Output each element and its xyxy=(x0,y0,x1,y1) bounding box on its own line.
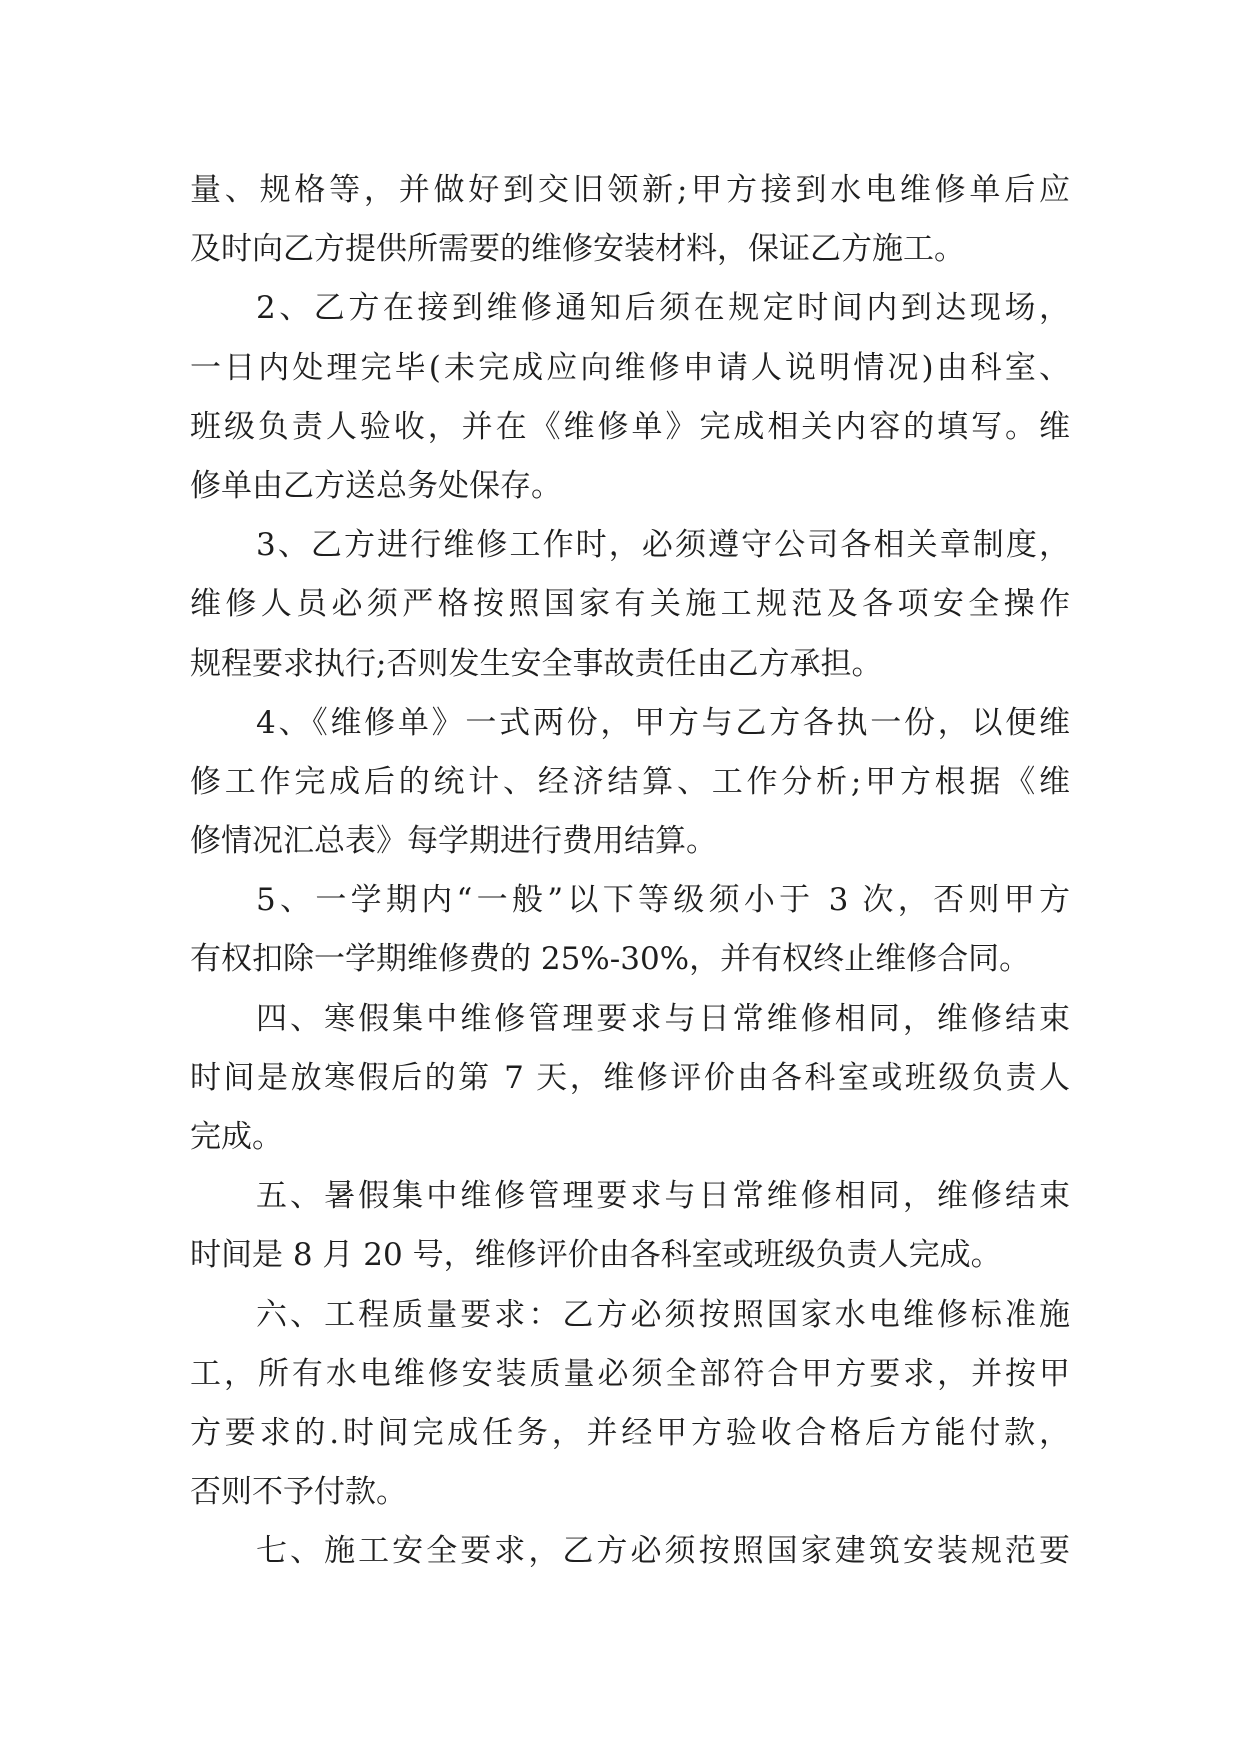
text-line: 工，所有水电维修安装质量必须全部符合甲方要求，并按甲 xyxy=(190,1355,1070,1392)
text-line: 量、规格等，并做好到交旧领新;甲方接到水电维修单后应 xyxy=(190,172,1070,208)
text-line: 班级负责人验收，并在《维修单》完成相关内容的填写。维 xyxy=(190,408,1070,445)
text-line: 3、乙方进行维修工作时，必须遵守公司各相关章制度， xyxy=(256,527,1070,564)
text-line: 完成。 xyxy=(190,1119,283,1155)
text-line: 4、《维修单》一式两份，甲方与乙方各执一份，以便维 xyxy=(256,704,1070,741)
text-line: 及时向乙方提供所需要的维修安装材料，保证乙方施工。 xyxy=(190,231,965,268)
text-line: 方要求的.时间完成任务，并经甲方验收合格后方能付款， xyxy=(190,1414,1070,1451)
text-line: 七、施工安全要求，乙方必须按照国家建筑安装规范要 xyxy=(256,1533,1070,1570)
text-line: 修工作完成后的统计、经济结算、工作分析;甲方根据《维 xyxy=(190,763,1070,800)
document-body xyxy=(190,161,1070,1582)
text-line: 2、乙方在接到维修通知后须在规定时间内到达现场， xyxy=(256,290,1070,327)
text-line: 修单由乙方送总务处保存。 xyxy=(190,467,562,504)
text-line: 四、寒假集中维修管理要求与日常维修相同，维修结束 xyxy=(256,1000,1070,1037)
text-line: 5、一学期内“一般”以下等级须小于 3 次，否则甲方 xyxy=(256,882,1070,919)
text-line: 否则不予付款。 xyxy=(190,1474,407,1511)
text-line: 有权扣除一学期维修费的 25%-30%，并有权终止维修合同。 xyxy=(190,941,1031,978)
text-line: 维修人员必须严格按照国家有关施工规范及各项安全操作 xyxy=(190,586,1070,623)
text-line: 五、暑假集中维修管理要求与日常维修相同，维修结束 xyxy=(256,1178,1070,1215)
text-line: 规程要求执行;否则发生安全事故责任由乙方承担。 xyxy=(190,645,883,682)
text-line: 时间是放寒假后的第 7 天，维修评价由各科室或班级负责人 xyxy=(190,1059,1070,1096)
text-line: 修情况汇总表》每学期进行费用结算。 xyxy=(190,823,717,860)
text-line: 六、工程质量要求：乙方必须按照国家水电维修标准施 xyxy=(256,1296,1070,1333)
text-line: 时间是 8 月 20 号，维修评价由各科室或班级负责人完成。 xyxy=(190,1237,1002,1274)
text-line: 一日内处理完毕(未完成应向维修申请人说明情况)由科室、 xyxy=(190,349,1070,386)
